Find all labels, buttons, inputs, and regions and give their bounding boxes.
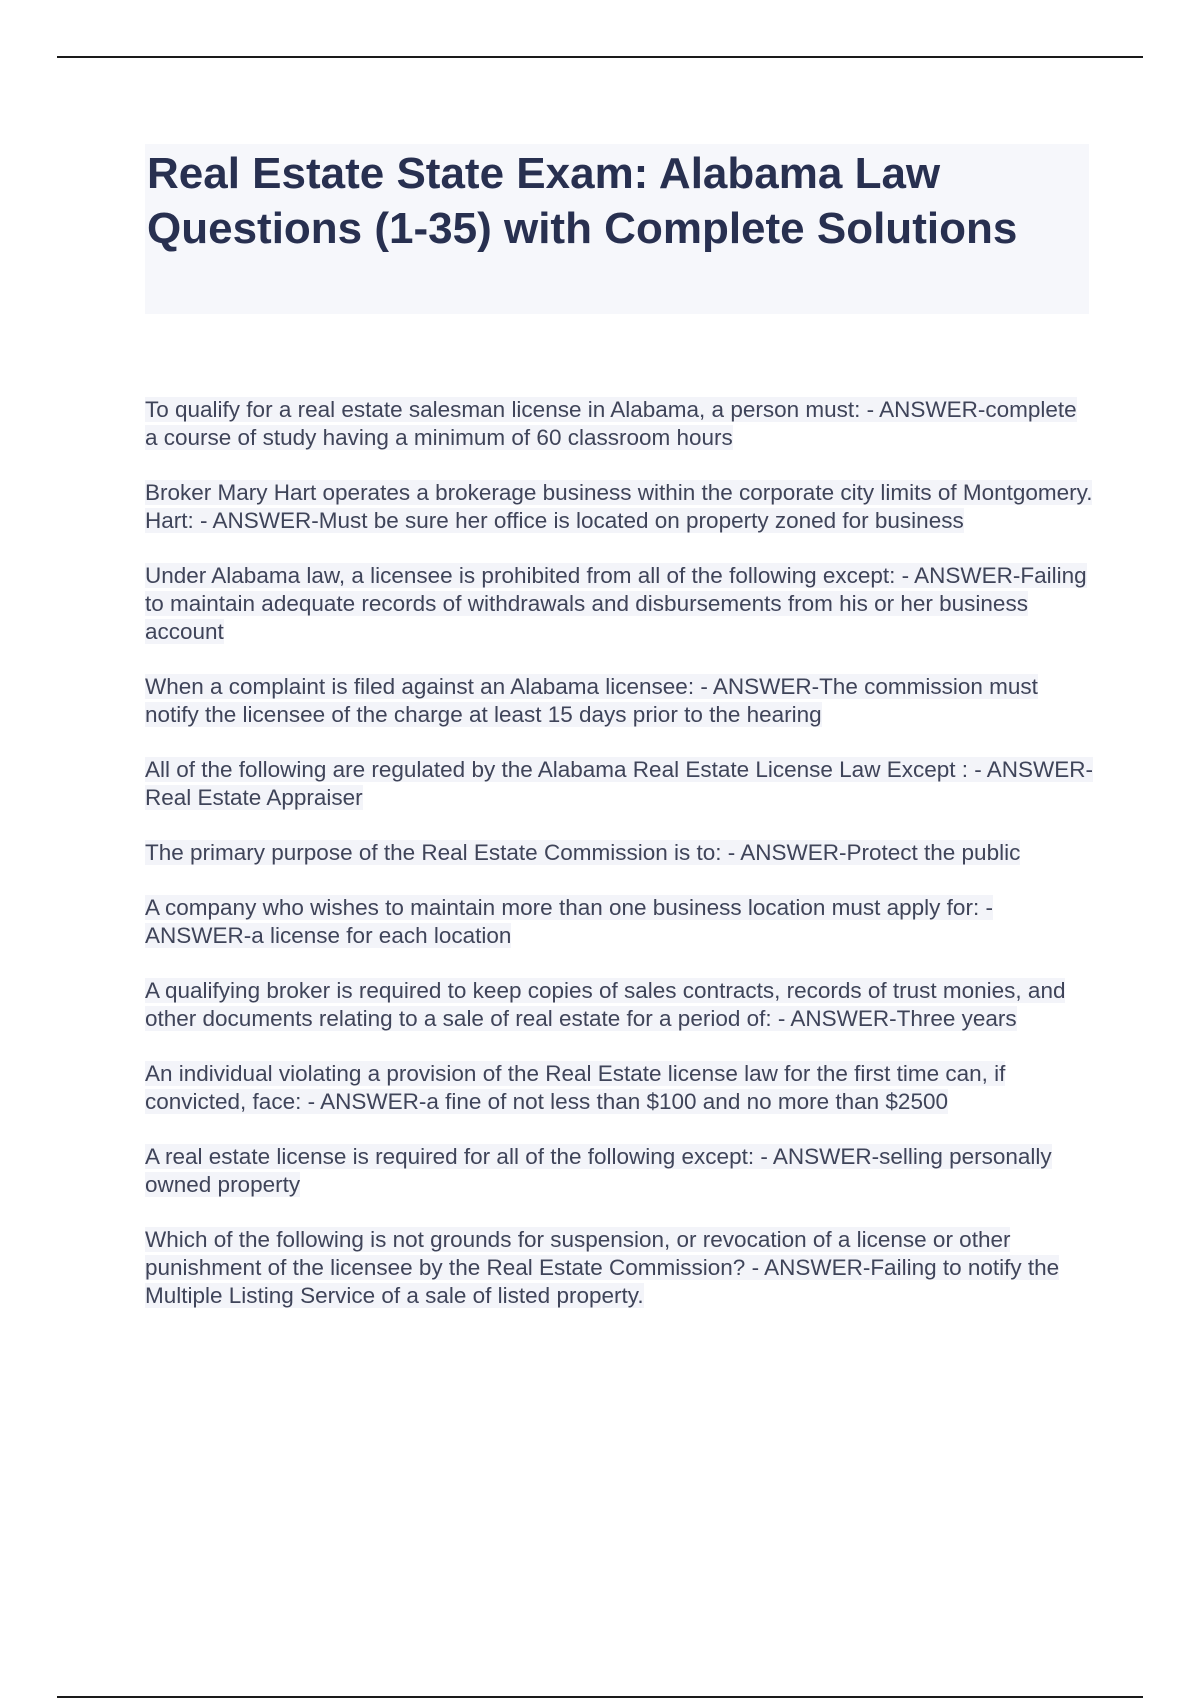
top-divider <box>57 56 1143 58</box>
qa-item <box>145 673 1095 729</box>
qa-text: Broker Mary Hart operates a brokerage business within the corporate city limits of Montgomery. Hart: - ANSWER-Must be sure her office is located on property zoned for business <box>145 480 1093 533</box>
qa-text: A company who wishes to maintain more than one business location must apply for: - ANSWER-a license for each location <box>145 895 993 948</box>
qa-item <box>145 1226 1095 1310</box>
qa-item <box>145 977 1095 1033</box>
qa-text: The primary purpose of the Real Estate Commission is to: - ANSWER-Protect the public <box>145 840 1021 865</box>
qa-text: To qualify for a real estate salesman license in Alabama, a person must: - ANSWER-complete a course of study having a minimum of 60 classroom hours <box>145 397 1077 450</box>
qa-item <box>145 1143 1095 1199</box>
qa-text: A qualifying broker is required to keep copies of sales contracts, records of trust monies, and other documents relating to a sale of real estate for a period of: - ANSWER-Three years <box>145 978 1066 1031</box>
qa-text: Which of the following is not grounds for suspension, or revocation of a license or other punishment of the licensee by the Real Estate Commission? - ANSWER-Failing to notify the Multiple Listing Service of a sale of listed property. <box>145 1227 1060 1308</box>
document-title: Real Estate State Exam: Alabama Law Questions (1-35) with Complete Solutions <box>147 149 1018 253</box>
qa-item <box>145 396 1095 452</box>
bottom-divider <box>57 1696 1143 1698</box>
qa-text: An individual violating a provision of the Real Estate license law for the first time can, if convicted, face: - ANSWER-a fine of not less than $100 and no more than $2500 <box>145 1061 1006 1114</box>
title-block <box>145 144 1089 314</box>
qa-item <box>145 562 1095 646</box>
qa-item <box>145 1060 1095 1116</box>
qa-text: When a complaint is filed against an Alabama licensee: - ANSWER-The commission must notify the licensee of the charge at least 15 days prior to the hearing <box>145 674 1038 727</box>
qa-item <box>145 756 1095 812</box>
qa-text: A real estate license is required for all of the following except: - ANSWER-selling personally owned property <box>145 1144 1052 1197</box>
qa-item <box>145 479 1095 535</box>
question-answer-list <box>145 396 1095 1337</box>
qa-text: All of the following are regulated by the Alabama Real Estate License Law Except : - ANSWER-Real Estate Appraiser <box>145 757 1093 810</box>
qa-text: Under Alabama law, a licensee is prohibited from all of the following except: - ANSWER-Failing to maintain adequate records of withdrawals and disbursements from his or her business account <box>145 563 1087 644</box>
qa-item <box>145 839 1095 867</box>
qa-item <box>145 894 1095 950</box>
